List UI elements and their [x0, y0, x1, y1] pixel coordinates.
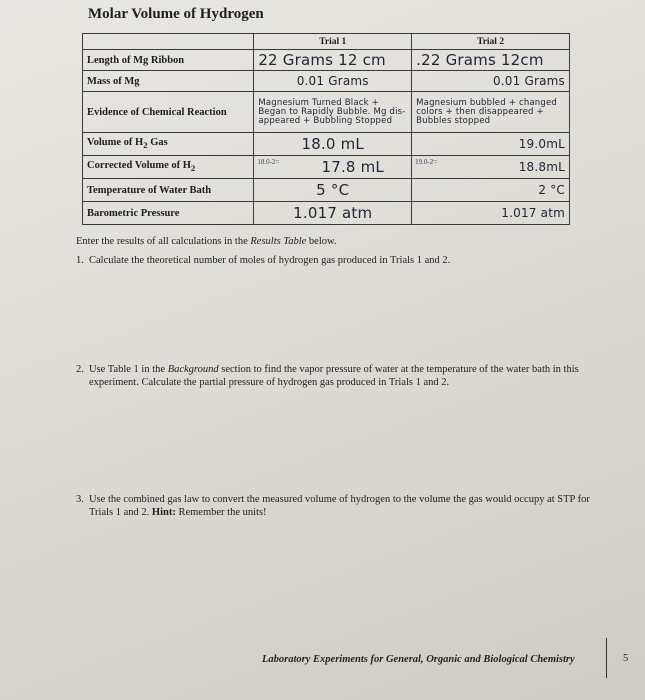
page-number: 5	[623, 653, 629, 664]
handwritten-value: Magnesium Turned Black + Began to Rapidly Bubble. Mg dis-appeared + Bubbling Stopped	[258, 97, 406, 126]
row-label: Length of Mg Ribbon	[83, 50, 254, 71]
table-row	[83, 92, 570, 133]
trial-2-value	[412, 202, 570, 225]
handwritten-value: 1.017 atm	[501, 206, 565, 220]
instructions-text	[76, 236, 337, 247]
page-title: Molar Volume of Hydrogen	[88, 6, 264, 22]
trial-1-value	[254, 179, 412, 202]
handwritten-value: 1.017 atm	[293, 204, 373, 222]
handwritten-value: Magnesium bubbled + changed colors + then disappeared + Bubbles stopped	[416, 97, 558, 126]
row-label: Mass of Mg	[83, 71, 254, 92]
table-row	[83, 133, 570, 156]
question-2	[76, 363, 616, 389]
trial-2-value	[412, 156, 570, 179]
handwritten-value: 2 °C	[538, 183, 565, 197]
question-text-before: Use Table 1 in the	[89, 364, 168, 375]
row-label: Barometric Pressure	[83, 202, 254, 225]
hint-text: Remember the units!	[175, 507, 267, 518]
trial-1-value	[254, 92, 412, 133]
handwritten-value: .22 Grams 12cm	[416, 51, 544, 69]
handwritten-value: 17.8 mL	[321, 158, 384, 176]
trial-2-value	[412, 133, 570, 156]
handwritten-value: 18.8mL	[518, 160, 565, 174]
table-row	[83, 156, 570, 179]
calculation-note: 18.0-2=	[257, 158, 280, 166]
table-row	[83, 71, 570, 92]
trial-1-value	[254, 202, 412, 225]
question-text-after: section to find the vapor pressure of water at the temperature of the water bath in this experiment. Calculate the partial pressure of hydrogen gas produced in Trials 1 and 2.	[89, 364, 579, 388]
table-row	[83, 202, 570, 225]
data-table	[82, 33, 570, 225]
trial-1-value	[254, 156, 412, 179]
row-label: Volume of $H_2$ Gas	[83, 133, 254, 156]
question-text	[89, 493, 609, 519]
hint-label: Hint:	[151, 507, 176, 518]
question-1	[76, 254, 616, 267]
handwritten-value: 22 Grams 12 cm	[258, 51, 386, 69]
table-header-blank	[83, 34, 254, 50]
question-number: 3.	[76, 494, 84, 505]
trial-2-value	[412, 179, 570, 202]
table-header-trial-1: Trial 1	[254, 34, 412, 50]
trial-2-value	[412, 71, 570, 92]
question-text: Calculate the theoretical number of moles of hydrogen gas produced in Trials 1 and 2.	[89, 255, 451, 266]
trial-1-value	[254, 71, 412, 92]
question-text	[89, 363, 609, 389]
footer-divider	[606, 638, 607, 678]
row-label: Evidence of Chemical Reaction	[83, 92, 254, 133]
question-3	[76, 493, 616, 519]
table-header-row	[83, 34, 570, 50]
trial-2-value	[412, 50, 570, 71]
question-number: 1.	[76, 255, 84, 266]
question-text-main: Use the combined gas law to convert the measured volume of hydrogen to the volume the gas would occupy at STP for Trials 1 and 2.	[89, 494, 590, 518]
handwritten-value: 0.01 Grams	[296, 74, 369, 88]
results-table-ref: Results Table	[250, 236, 307, 247]
trial-2-value	[412, 92, 570, 133]
table-row	[83, 179, 570, 202]
handwritten-value: 5 °C	[316, 181, 350, 199]
footer-book-title: Laboratory Experiments for General, Organic and Biological Chemistry	[262, 654, 575, 665]
instructions-after: below.	[306, 236, 337, 247]
calculation-note: 19.0-2=	[415, 158, 438, 166]
handwritten-value: 0.01 Grams	[492, 74, 565, 88]
trial-1-value	[254, 50, 412, 71]
row-label: Corrected Volume of $H_2$	[83, 156, 254, 179]
table-row	[83, 50, 570, 71]
handwritten-value: 19.0mL	[518, 137, 565, 151]
row-label: Temperature of Water Bath	[83, 179, 254, 202]
question-number: 2.	[76, 364, 84, 375]
handwritten-value: 18.0 mL	[301, 135, 364, 153]
instructions-before: Enter the results of all calculations in the	[76, 236, 251, 247]
background-ref: Background	[167, 364, 219, 375]
table-header-trial-2: Trial 2	[412, 34, 570, 50]
trial-1-value	[254, 133, 412, 156]
